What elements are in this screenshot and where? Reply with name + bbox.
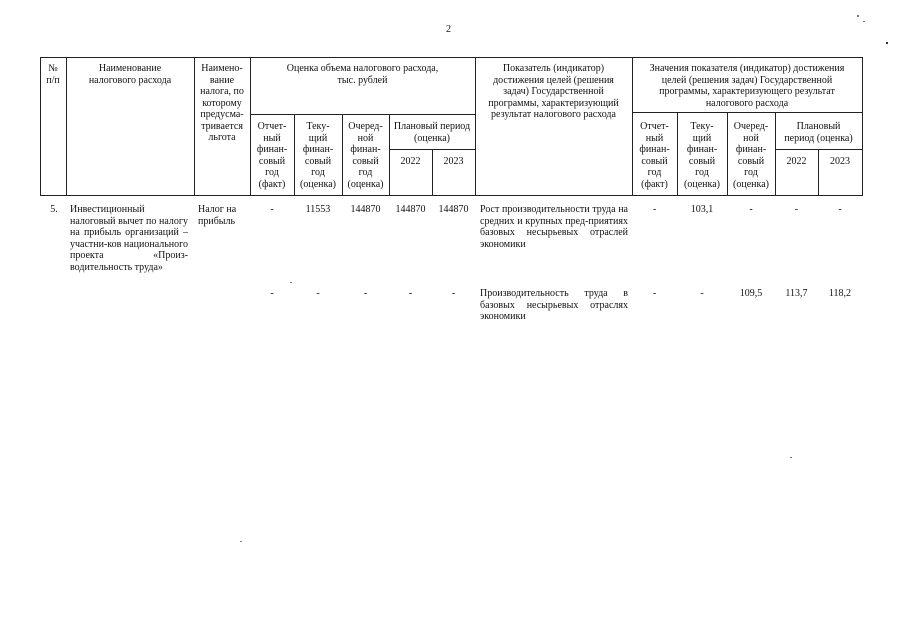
values-subheader-rule (632, 112, 862, 113)
estimate-reported: - (270, 204, 274, 215)
page-number: 2 (446, 24, 451, 35)
scan-speck (886, 42, 888, 44)
table-header-bottom-border (40, 195, 862, 196)
header-indicator: Показатель (индикатор) достижения целей (решения задач) Государственной программы, характеризующий результат налогового расхода (488, 63, 619, 120)
header-est-next: Очеред- ной финан- совый год (оценка) (347, 121, 384, 190)
row-num: 5. (50, 204, 58, 215)
header-est-reported: Отчет- ный финан- совый год (факт) (256, 121, 288, 190)
col-line-14 (862, 57, 863, 196)
estimate-current: 11553 (305, 204, 331, 215)
scan-speck (863, 21, 865, 22)
value1-2022: - (794, 204, 799, 215)
estimate2-2023: - (451, 288, 456, 299)
row-name: Инвестиционный налоговый вычет по налогу на прибыль организаций – участни-ков национального проекта «Произ-водительность труда» (70, 204, 189, 273)
header-val-next: Очеред- ной финан- совый год (оценка) (733, 121, 769, 190)
header-val-2022: 2022 (786, 156, 807, 167)
value1-next: - (749, 204, 753, 215)
scan-speck (290, 282, 292, 283)
estimate-subheader-rule (250, 114, 475, 115)
estimate2-reported: - (270, 288, 274, 299)
indicator-1: Рост производительности труда на средних и крупных пред-приятиях базовых несырьевых отраслей экономики (480, 204, 628, 250)
estimate-2023: 144870 (438, 204, 469, 215)
scan-speck (240, 541, 242, 542)
estimate-next: 144870 (350, 204, 381, 215)
header-est-current: Теку- щий финан- совый год (оценка) (300, 121, 336, 190)
header-est-planned: Плановый период (оценка) (393, 121, 471, 144)
indicator-2: Производительность труда в базовых несырьевых отраслях экономики (480, 288, 628, 322)
header-est-2022: 2022 (400, 156, 421, 167)
header-values-group: Значения показателя (индикатор) достижения целей (решения задач) Государственной программы, характеризующего результат налогового расхода (649, 63, 845, 109)
header-tax: Наимено- вание налога, по которому предусма- тривается льгота (200, 63, 244, 143)
scan-speck (857, 15, 859, 17)
scan-speck (790, 457, 792, 458)
value1-current: 103,1 (690, 204, 714, 215)
header-estimate-group: Оценка объема налогового расхода, тыс. рублей (286, 63, 439, 86)
value2-reported: - (652, 288, 657, 299)
header-val-planned: Плановый период (оценка) (784, 121, 853, 144)
estimate2-next: - (363, 288, 368, 299)
table-top-border (40, 57, 862, 58)
estimate2-2022: - (408, 288, 413, 299)
estimate-2022: 144870 (395, 204, 426, 215)
row-tax: Налог на прибыль (198, 204, 237, 227)
value2-next: 109,5 (739, 288, 763, 299)
header-val-reported: Отчет- ный финан- совый год (факт) (639, 121, 670, 190)
value1-reported: - (652, 204, 657, 215)
value2-2022: 113,7 (785, 288, 808, 299)
value2-2023: 118,2 (828, 288, 852, 299)
header-val-2023: 2023 (830, 156, 850, 167)
value2-current: - (700, 288, 704, 299)
header-num: № п/п (46, 63, 60, 86)
value1-2023: - (838, 204, 842, 215)
header-name: Наименование налогового расхода (88, 63, 172, 86)
header-est-2023: 2023 (443, 156, 464, 167)
estimate2-current: - (316, 288, 320, 299)
header-val-current: Теку- щий финан- совый год (оценка) (684, 121, 720, 190)
